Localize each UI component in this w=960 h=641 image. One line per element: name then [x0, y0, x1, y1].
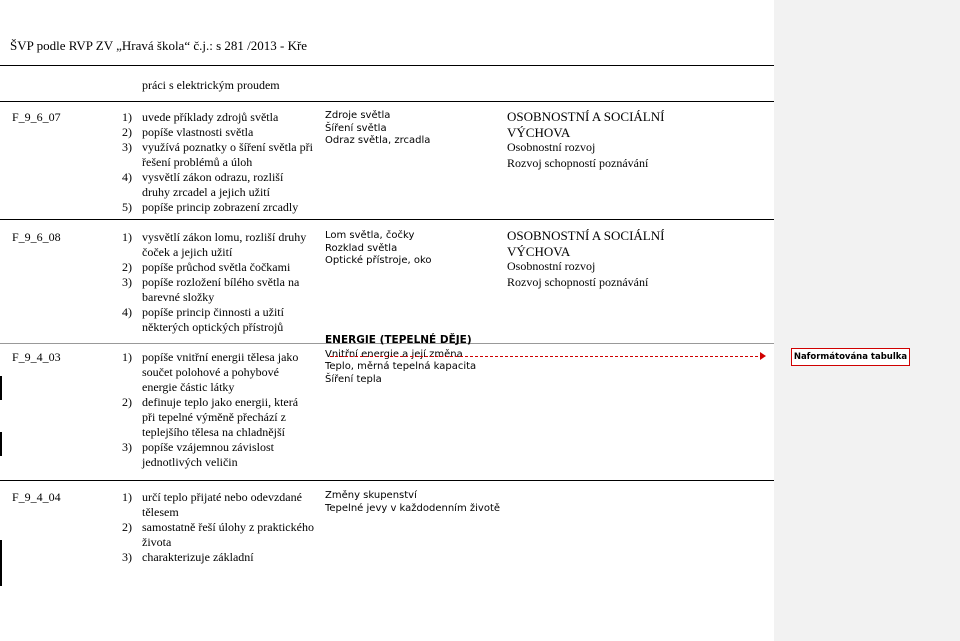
theme-item: Rozvoj schopností poznávání	[507, 155, 649, 170]
comment-balloon[interactable]: Naformátována tabulka	[791, 348, 910, 366]
top-row-text: práci s elektrickým proudem	[142, 78, 280, 92]
row-code: F_9_4_03	[12, 350, 61, 364]
list-item: 1) uvede příklady zdrojů světla	[122, 110, 279, 124]
comment-arrow-icon	[760, 352, 766, 360]
curriculum-item: Rozklad světla	[325, 242, 398, 254]
theme-item: Osobnostní rozvoj	[507, 259, 596, 273]
comment-connector	[330, 356, 758, 357]
curriculum-item: Optické přístroje, oko	[325, 255, 432, 266]
expected-outputs-list	[122, 490, 314, 565]
list-item: 2) samostatně řeší úlohy z praktického života	[122, 520, 314, 549]
curriculum-list	[325, 230, 432, 268]
theme-title: VÝCHOVA	[507, 243, 571, 259]
change-bar	[0, 376, 2, 400]
theme-item: Osobnostní rozvoj	[507, 140, 596, 154]
row-code: F_9_4_04	[12, 490, 61, 504]
comment-margin-pane	[774, 0, 960, 641]
table-top-border	[0, 65, 774, 66]
row-divider	[0, 480, 774, 481]
curriculum-item: Vnitřní energie a její změna	[325, 348, 463, 360]
list-item: 3) charakterizuje základní	[122, 550, 254, 564]
list-item: 2) popíše průchod světla čočkami	[122, 260, 291, 274]
list-item: 1) popíše vnitřní energii tělesa jako součet polohové a pohybové energie částic látky	[122, 350, 299, 394]
list-item: 3) využívá poznatky o šíření světla při řešení problémů a úloh	[122, 140, 313, 169]
theme-item: Rozvoj schopností poznávání	[507, 274, 649, 289]
row-code: F_9_6_08	[12, 230, 61, 244]
cross-curricular-themes	[507, 109, 664, 171]
page-header: ŠVP podle RVP ZV „Hravá škola“ č.j.: s 281 /2013 - Kře	[10, 38, 308, 53]
theme-title: VÝCHOVA	[507, 124, 571, 140]
curriculum-list	[325, 334, 476, 386]
list-item: 3) popíše vzájemnou závislost jednotlivých veličin	[122, 440, 274, 469]
cross-curricular-themes	[507, 228, 664, 290]
row-divider	[0, 101, 774, 102]
curriculum-heading: ENERGIE (TEPELNÉ DĚJE)	[325, 334, 472, 346]
list-item: 2) definuje teplo jako energii, která při tepelné výměně přechází z teplejšího tělesa na chladnější	[122, 395, 299, 439]
curriculum-item: Zdroje světla	[325, 110, 391, 121]
curriculum-item: Tepelné jevy v každodenním životě	[325, 502, 501, 514]
list-item: 4) popíše princip činnosti a užití některých optických přístrojů	[122, 305, 284, 334]
curriculum-item: Změny skupenství	[325, 490, 417, 501]
list-item: 2) popíše vlastnosti světla	[122, 125, 254, 139]
curriculum-item: Lom světla, čočky	[325, 230, 415, 241]
list-item: 1) vysvětlí zákon lomu, rozliší druhy čoček a jejich užití	[122, 230, 307, 259]
curriculum-list	[325, 110, 430, 148]
list-item: 5) popíše princip zobrazení zrcadly	[122, 200, 299, 214]
curriculum-item: Šíření světla	[325, 122, 387, 134]
expected-outputs-list	[122, 230, 314, 335]
curriculum-item: Šíření tepla	[325, 373, 382, 385]
change-bar	[0, 432, 2, 456]
curriculum-item: Teplo, měrná tepelná kapacita	[325, 361, 477, 372]
expected-outputs-list	[122, 110, 314, 215]
list-item: 3) popíše rozložení bílého světla na barevné složky	[122, 275, 300, 304]
row-divider	[0, 219, 774, 220]
list-item: 1) určí teplo přijaté nebo odevzdané tělesem	[122, 490, 302, 519]
row-code: F_9_6_07	[12, 110, 61, 124]
expected-outputs-list	[122, 350, 314, 470]
theme-title: OSOBNOSTNÍ A SOCIÁLNÍ	[507, 228, 665, 243]
theme-title: OSOBNOSTNÍ A SOCIÁLNÍ	[507, 109, 665, 124]
curriculum-item: Odraz světla, zrcadla	[325, 135, 431, 146]
list-item: 4) vysvětlí zákon odrazu, rozliší druhy zrcadel a jejich užití	[122, 170, 284, 199]
change-bar	[0, 540, 2, 586]
curriculum-list	[325, 490, 500, 515]
